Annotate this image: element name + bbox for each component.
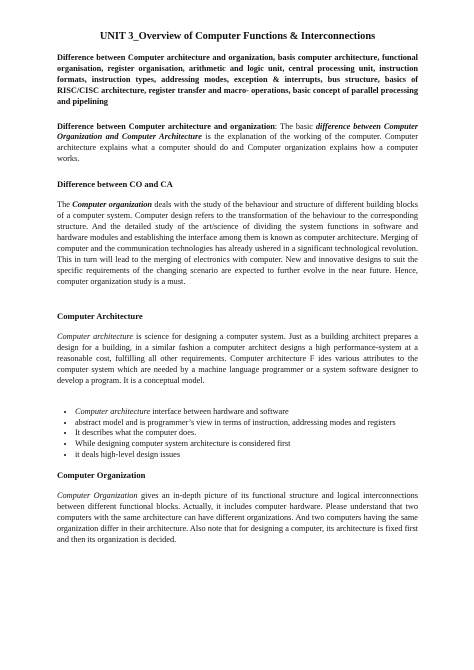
architecture-lead-italic: Computer architecture: [57, 332, 134, 342]
document-page: [57, 24, 418, 546]
organization-paragraph: [57, 491, 418, 546]
architecture-bullet-list: [57, 407, 418, 461]
architecture-paragraph: [57, 332, 418, 387]
intro-after-lead: : The basic: [274, 121, 316, 131]
co-ca-paragraph: [57, 200, 418, 287]
list-item: [75, 439, 418, 450]
bullet-text: it deals high-level design issues: [75, 449, 181, 459]
intro-rest: is the explanation of the working of the computer. Computer architecture explains what a computer should do and Computer organization explains how a computer works.: [57, 132, 418, 164]
list-item: [75, 450, 418, 461]
heading-co-ca: Difference between CO and CA: [57, 179, 173, 190]
list-item: [75, 418, 418, 429]
list-item: [75, 407, 418, 418]
intro-lead: Difference between Computer architecture and organization: [57, 121, 275, 131]
heading-computer-architecture: Computer Architecture: [57, 311, 143, 322]
bullet-text: interface between hardware and software: [150, 406, 289, 416]
co-ca-lead-pre: The: [57, 200, 73, 210]
topics-list: Difference between Computer architecture and organization, basis computer architecture, functional organisation, register organisation, arithmetic and logic unit, central processing unit, instruction formats, instruction types, addressing modes, exception & interrupts, bus structure, basics of RISC/CISC architecture, register transfer and macro- operations, basic concept of parallel processing and pipelining: [57, 53, 418, 106]
bullet-text: While designing computer system architecture is considered first: [75, 439, 291, 449]
bullet-italic: Computer architecture: [75, 406, 151, 416]
co-ca-body: deals with the study of the behaviour and structure of different building blocks of a computer system. Computer design refers to the transformation of the behaviour to the corresponding structure. And the detailed study of the art/science of dividing the system functions in software and hardware modules and establishing the interface among them is known as computer architecture. Merging of computer and the communication technologies has already ushered in a significant technological revolution. This in turn will lead to the merging of electronics with computer. New and innovative designs to suit the specific requirements of the changing scenario are expected to further evolve in the near future. Hence, computer organization study is a must.: [57, 200, 419, 286]
page-title: UNIT 3_Overview of Computer Functions & Interconnections: [99, 31, 376, 42]
list-item: [75, 428, 418, 439]
intro-italic-phrase: difference between Computer Organization and Computer Architecture: [57, 121, 419, 142]
bullet-text: It describes what the computer does.: [75, 428, 197, 438]
intro-paragraph: [57, 122, 418, 166]
architecture-body: is science for designing a computer system. Just as a building architect prepares a design for a building, in a similar fashion a computer architect designs a high performance-system at a reasonable cost, fulfilling all other requirements. Computer architecture F ides various attributes to the computer system which are needed by a machine language programmer or a system software designer to develop a program. It is a conceptual model.: [57, 332, 418, 386]
bullet-text: abstract model and is programmer’s view in terms of instruction, addressing modes and registers: [75, 417, 396, 427]
co-ca-lead-italic: Computer organization: [72, 200, 153, 210]
organization-lead-italic: Computer Organization: [57, 491, 138, 501]
heading-computer-organization: Computer Organization: [57, 470, 146, 481]
organization-body: gives an in-depth picture of its functional structure and logical interconnections between different functional blocks. Actually, it includes computer hardware. Please understand that two computers with the same architecture can have different organizations. And two computers having the same organization differ in their architecture. Also note that for designing a computer, its architecture is fixed first and then its organization is decided.: [57, 491, 418, 545]
